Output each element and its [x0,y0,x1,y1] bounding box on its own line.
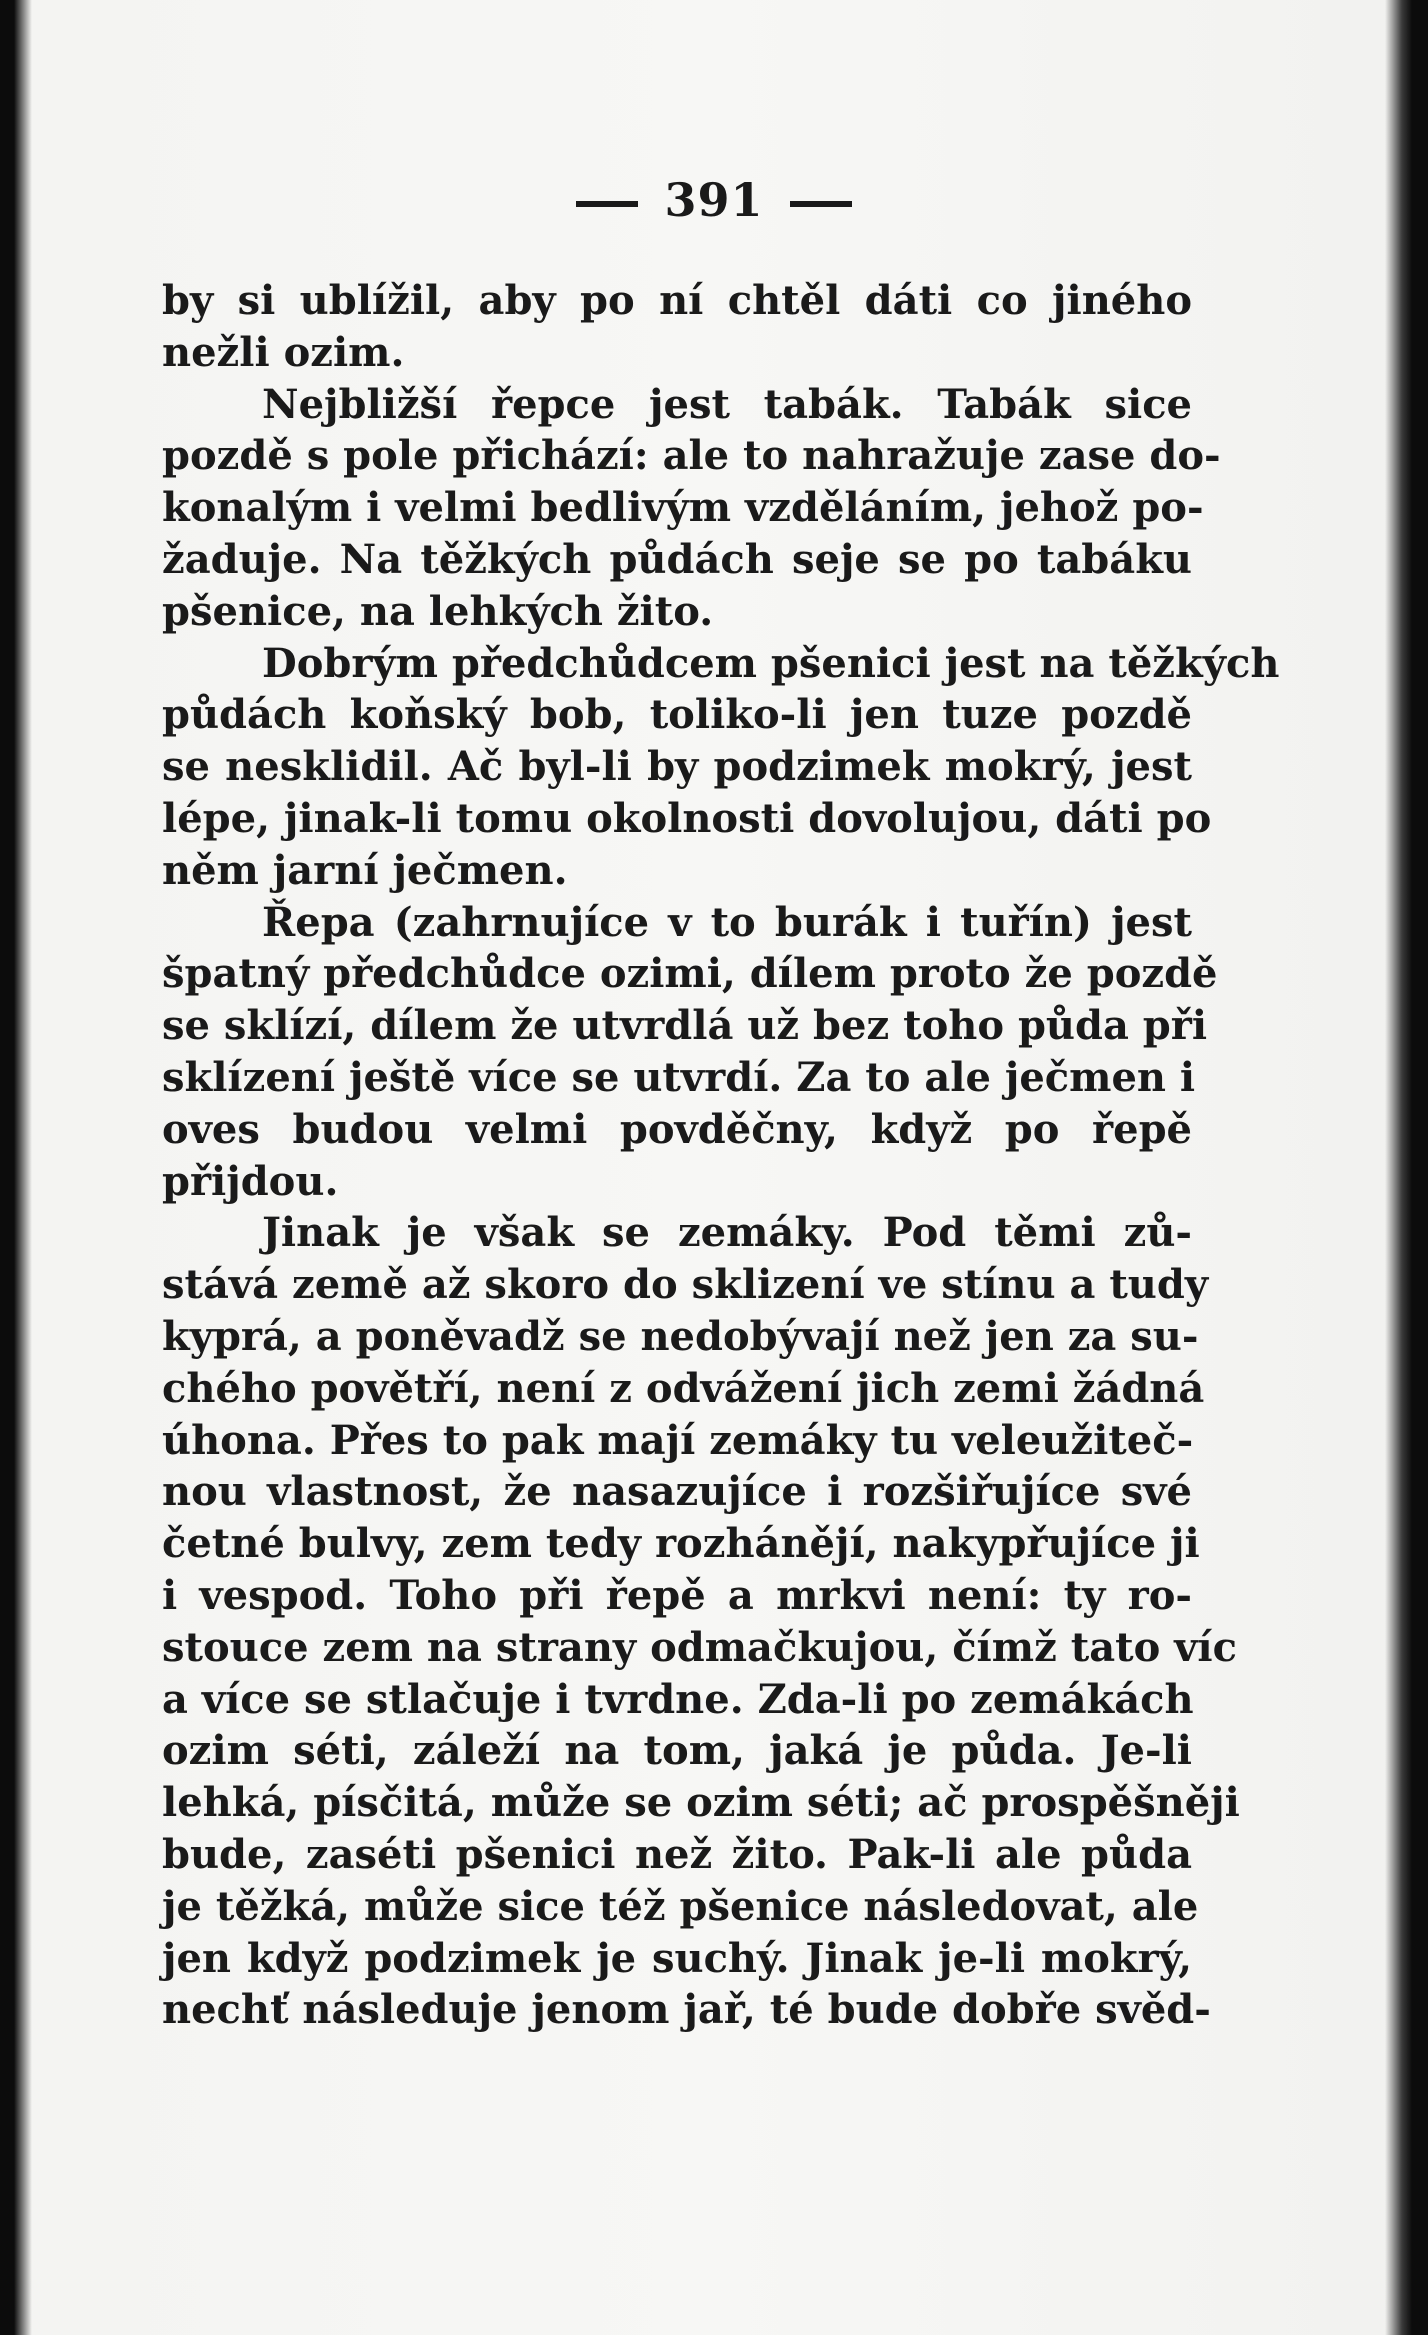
text-line: se nesklidil. Ač byl-li by podzimek mokrý, jest [162,743,1192,791]
body-text [162,275,1280,2036]
text-line: úhona. Přes to pak mají zemáky tu veleužiteč- [162,1416,1194,1464]
text-line: se sklízí, dílem že utvrdlá už bez toho půda při [162,1002,1208,1050]
text-line: Řepa (zahrnujíce v to burák i tuřín) jest [262,898,1192,946]
text-line: i vespod. Toho při řepě a mrkvi není: ty ro- [162,1571,1192,1619]
page-header [0,170,1428,230]
text-line: nežli ozim. [162,328,405,376]
text-line: oves budou velmi povděčny, když po řepě [162,1105,1192,1153]
text-line: a více se stlačuje i tvrdne. Zda-li po zemákách [162,1675,1194,1723]
text-line: půdách koňský bob, toliko-li jen tuze pozdě [162,691,1192,739]
text-line: stává země až skoro do sklizení ve stínu a tudy [162,1261,1209,1309]
text-line: lépe, jinak-li tomu okolnosti dovolujou, dáti po [162,794,1212,842]
text-line: Dobrým předchůdcem pšenici jest na těžkých [262,639,1280,687]
text-line: by si ublížil, aby po ní chtěl dáti co jiného [162,277,1192,324]
text-line: stouce zem na strany odmačkujou, čímž tato víc [162,1623,1237,1671]
text-line: lehká, písčitá, může se ozim séti; ač prospěšněji [162,1779,1240,1827]
text-line: nechť následuje jenom jař, té bude dobře svěd- [162,1986,1211,2034]
text-line: přijdou. [162,1157,339,1205]
text-line: chého povětří, není z odvážení jich zemi žádná [162,1364,1205,1412]
page-number: 391 [664,173,764,227]
text-line: Nejbližší řepce jest tabák. Tabák sice [262,380,1192,428]
right-dash [790,201,852,207]
text-line: nou vlastnost, že nasazujíce i rozšiřujíce své [162,1468,1192,1516]
text-line: kyprá, a poněvadž se nedobývají než jen za su- [162,1312,1199,1360]
text-line: sklízení ještě více se utvrdí. Za to ale ječmen i [162,1053,1196,1101]
text-line: ozim séti, záleží na tom, jaká je půda. Je-li [162,1727,1192,1775]
text-line: špatný předchůdce ozimi, dílem proto že pozdě [162,950,1218,998]
text-line: žaduje. Na těžkých půdách seje se po tabáku [162,535,1192,583]
text-line: četné bulvy, zem tedy rozhánějí, nakypřujíce ji [162,1520,1200,1568]
text-line: je těžká, může sice též pšenice následovat, ale [162,1882,1199,1930]
text-line: pozdě s pole přichází: ale to nahražuje zase do- [162,432,1221,480]
text-line: pšenice, na lehkých žito. [162,587,714,635]
text-line: bude, zaséti pšenici než žito. Pak-li ale půda [162,1830,1192,1878]
text-line: něm jarní ječmen. [162,846,568,894]
text-line: Jinak je však se zemáky. Pod těmi zů- [262,1209,1192,1257]
text-line: jen když podzimek je suchý. Jinak je-li mokrý, [162,1934,1192,1982]
left-dash [576,201,638,207]
text-line: konalým i velmi bedlivým vzděláním, jehož po- [162,484,1204,532]
